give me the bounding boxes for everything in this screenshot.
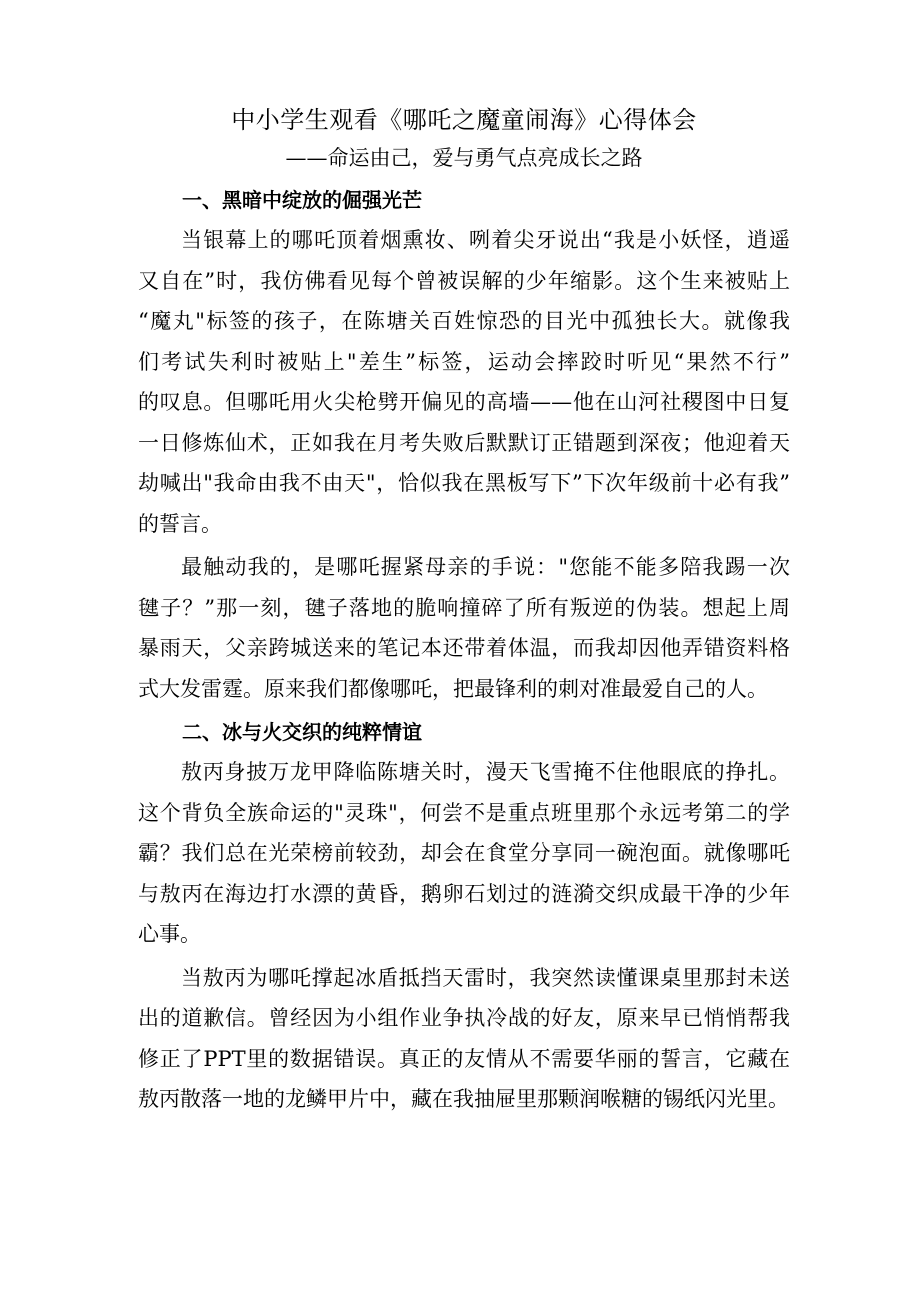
paragraph-line: 的誓言。 [138,511,222,536]
paragraph-line: 暴雨天，父亲跨城送来的笔记本还带着体温，而我却因他弄错资料格 [138,636,790,660]
section-heading: 一、黑暗中绽放的倔强光芒 [182,188,422,212]
paragraph-line: 毽子？”那一刻，毽子落地的脆响撞碎了所有叛逆的伪装。想起上周 [138,595,790,620]
paragraph-line: 式大发雷霆。原来我们都像哪吒，把最锋利的刺对准最爱自己的人。 [138,676,768,701]
paragraph-line: 敖丙身披万龙甲降临陈塘关时，漫天飞雪掩不住他眼底的挣扎。 [181,760,790,784]
paragraph-line: 这个背负全族命运的"灵珠"，何尝不是重点班里那个永远考第二的学 [138,800,790,825]
paragraph-line: 又自在”时，我仿佛看见每个曾被误解的少年缩影。这个生来被贴上 [138,268,790,293]
paragraph-line: 们考试失利时被贴上"差生”标签，运动会摔跤时听见“果然不行” [138,349,790,374]
paragraph-line: 修正了PPT里的数据错误。真正的友情从不需要华丽的誓言，它藏在 [138,1046,790,1071]
paragraph-line: 霸？我们总在光荣榜前较劲，却会在食堂分享同一碗泡面。就像哪吒 [138,841,790,865]
paragraph [138,547,790,709]
paragraph [138,752,790,955]
document-subtitle: ——命运由己，爱与勇气点亮成长之路 [285,146,643,170]
paragraph-line: 与敖丙在海边打水漂的黄昏，鹅卵石划过的涟漪交织成最干净的少年 [138,881,790,906]
paragraph-line: 劫喊出"我命由我不由天"，恰似我在黑板写下”下次年级前十必有我” [138,471,790,495]
paragraph [138,958,790,1120]
paragraph-line: 出的道歉信。曾经因为小组作业争执冷战的好友，原来早已悄悄帮我 [138,1006,790,1030]
paragraph-line: “魔丸"标签的孩子，在陈塘关百姓惊恐的目光中孤独长大。就像我 [138,309,790,333]
paragraph-line: 最触动我的，是哪吒握紧母亲的手说："您能不能多陪我踢一次 [181,555,790,579]
document-page [138,100,790,1123]
paragraph [138,220,790,544]
paragraph-line: 敖丙散落一地的龙鳞甲片中，藏在我抽屉里那颗润喉糖的锡纸闪光里。 [138,1087,789,1111]
paragraph-line: 当敖丙为哪吒撑起冰盾抵挡天雷时，我突然读懂课桌里那封未送 [181,965,790,990]
document-body [138,180,790,1120]
document-title: 中小学生观看《哪吒之魔童闹海》心得体会 [231,106,697,134]
paragraph-line: 的叹息。但哪吒用火尖枪劈开偏见的高墙——他在山河社稷图中日复 [138,390,790,414]
paragraph-line: 心事。 [138,922,201,946]
paragraph-line: 当银幕上的哪吒顶着烟熏妆、咧着尖牙说出“我是小妖怪，逍遥 [181,228,790,252]
paragraph-line: 一日修炼仙术，正如我在月考失败后默默订正错题到深夜；他迎着天 [138,430,790,455]
section-heading: 二、冰与火交织的纯粹情谊 [182,720,422,744]
